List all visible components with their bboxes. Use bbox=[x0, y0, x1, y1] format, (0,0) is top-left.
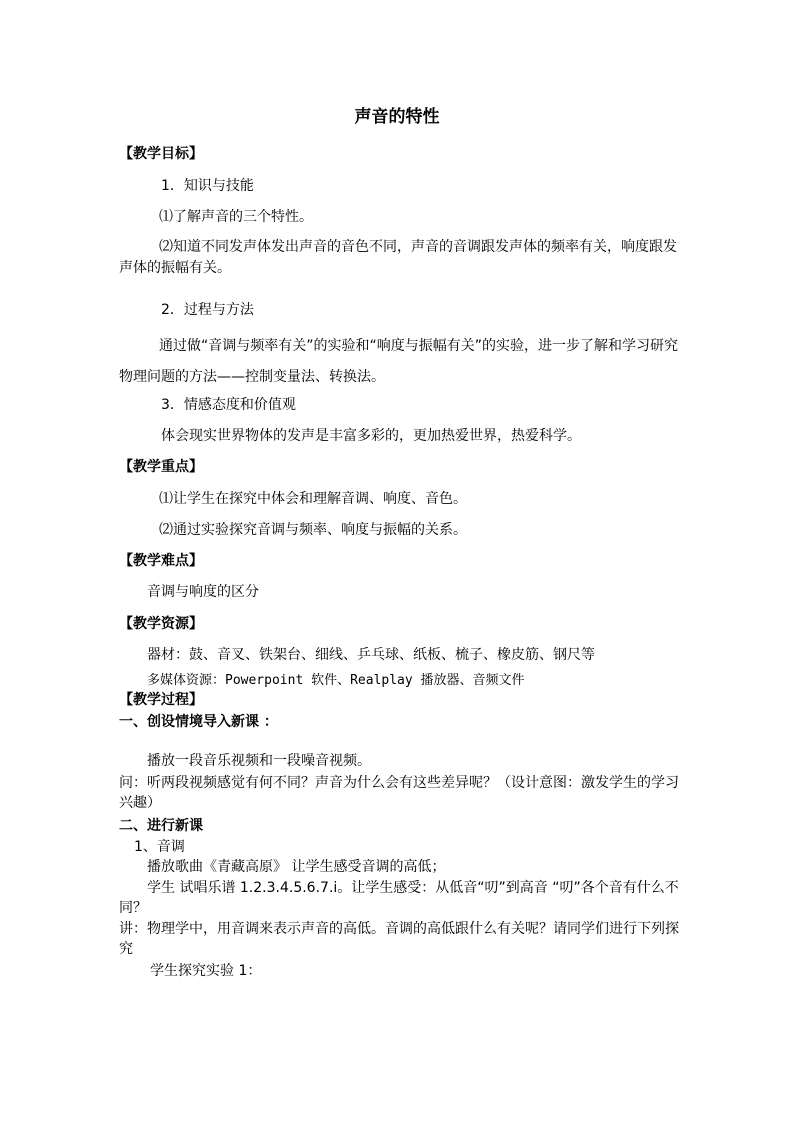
resources-heading: 【教学资源】 bbox=[119, 616, 203, 632]
part2-title: 二、进行新课 bbox=[119, 818, 203, 834]
key-point-1: ⑴让学生在探究中体会和理解音调、响度、音色。 bbox=[159, 491, 467, 507]
part2-paragraph-2: 学生 试唱乐谱 1.2.3.4.5.6.7.i。让学生感受：从低音“叨”到高音 “叨”各个音有什么不同？ bbox=[119, 880, 679, 916]
goal-item-1a: ⑴了解声音的三个特性。 bbox=[159, 209, 313, 225]
goal-item-3a: 体会现实世界物体的发声是丰富多彩的，更加热爱世界，热爱科学。 bbox=[161, 428, 581, 444]
part2-paragraph-1: 播放歌曲《青藏高原》 让学生感受音调的高低； bbox=[147, 859, 446, 875]
goals-heading: 【教学目标】 bbox=[119, 146, 203, 162]
part2-paragraph-3: 讲：物理学中，用音调来表示声音的高低。音调的高低跟什么有关呢？请同学们进行下列探究 bbox=[119, 921, 679, 957]
difficulty-heading: 【教学难点】 bbox=[119, 553, 203, 569]
resources-equipment: 器材：鼓、音叉、铁架台、细线、乒乓球、纸板、梳子、橡皮筋、钢尺等 bbox=[147, 647, 595, 663]
goal-item-1: 1．知识与技能 bbox=[161, 178, 254, 194]
difficulty-text: 音调与响度的区分 bbox=[147, 584, 259, 600]
part2-paragraph-4: 学生探究实验 1： bbox=[150, 963, 262, 979]
process-heading: 【教学过程】 bbox=[119, 692, 203, 708]
goal-item-2a: 通过做“音调与频率有关”的实验和“响度与振幅有关”的实验，进一步了解和学习研究物理问题的方法——控制变量法、转换法。 bbox=[119, 338, 679, 385]
goal-item-1b: ⑵知道不同发声体发出声音的音色不同，声音的音调跟发声体的频率有关，响度跟发声体的振幅有关。 bbox=[119, 239, 677, 276]
part1-title: 一、创设情境导入新课 ： bbox=[119, 714, 278, 730]
goal-item-2: 2．过程与方法 bbox=[161, 302, 254, 318]
part2-subtitle: 1、音调 bbox=[134, 839, 185, 855]
resources-multimedia: 多媒体资源：Powerpoint 软件、Realplay 播放器、音频文件 bbox=[147, 673, 525, 688]
key-points-heading: 【教学重点】 bbox=[119, 459, 203, 475]
key-point-2: ⑵通过实验探究音调与频率、响度与振幅的关系。 bbox=[159, 522, 467, 538]
part1-question: 问：听两段视频感觉有何不同？声音为什么会有这些差异呢？（设计意图：激发学生的学习兴趣） bbox=[119, 775, 679, 811]
goal-item-3: 3．情感态度和价值观 bbox=[161, 397, 296, 413]
part1-paragraph: 播放一段音乐视频和一段噪音视频。 bbox=[147, 753, 371, 769]
page-title: 声音的特性 bbox=[354, 107, 440, 127]
